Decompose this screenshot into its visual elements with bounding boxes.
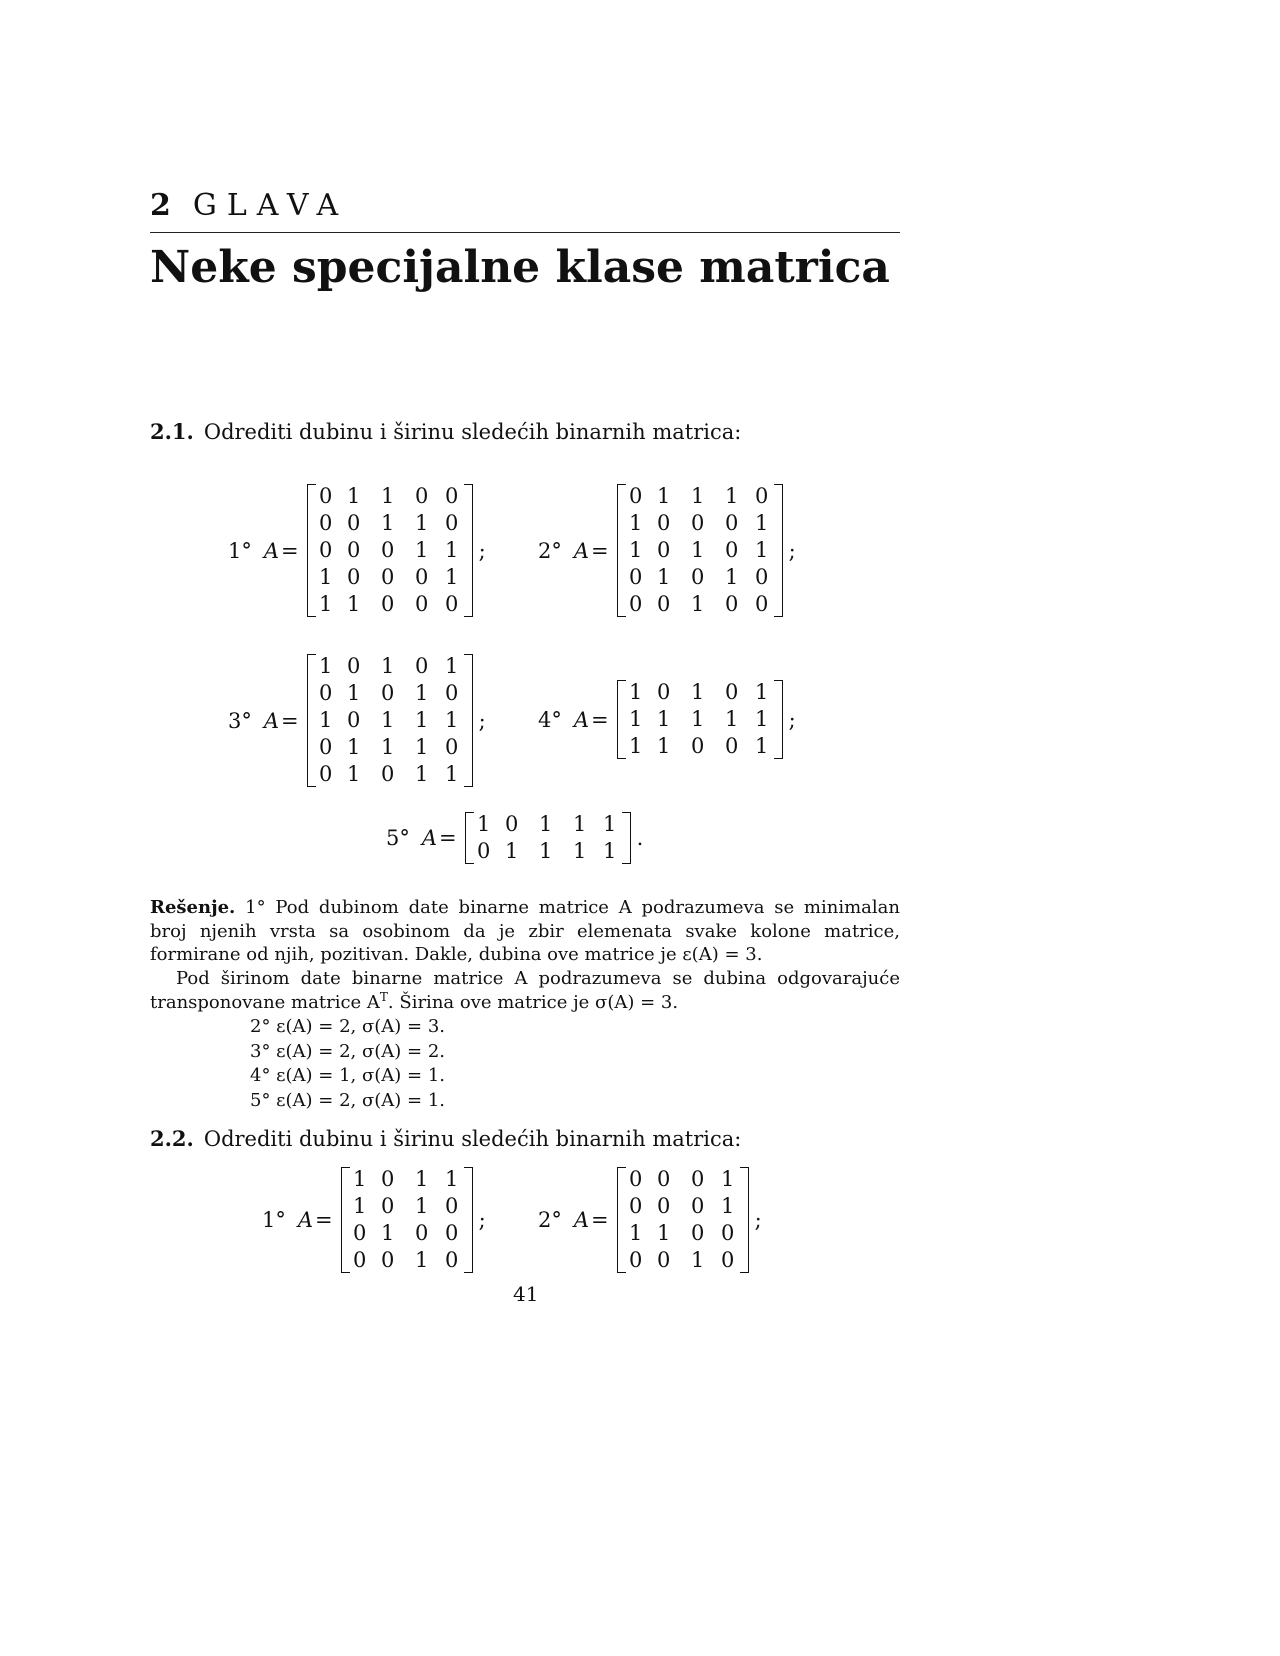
equals-sign: = xyxy=(439,826,457,850)
matrix-cell: 1 xyxy=(380,1221,395,1245)
matrix xyxy=(617,483,783,618)
matrix-row xyxy=(349,1247,465,1274)
matrix-cell: 0 xyxy=(754,484,769,508)
matrix-cell: 1 xyxy=(318,654,333,678)
problem-text: Odrediti dubinu i širinu sledećih binarnih matrica: xyxy=(203,420,742,444)
matrix-cell: 0 xyxy=(346,511,361,535)
punctuation: . xyxy=(636,826,644,850)
matrix-row xyxy=(315,734,465,761)
punctuation: ; xyxy=(754,1208,762,1232)
matrix-cell: 0 xyxy=(414,1221,429,1245)
matrix-cell: 1 xyxy=(444,538,459,562)
matrix-cell: 1 xyxy=(690,592,705,616)
equals-sign: = xyxy=(591,538,609,563)
result-line: 4° ε(A) = 1, σ(A) = 1. xyxy=(250,1065,445,1086)
matrix-cell: 0 xyxy=(380,1248,395,1272)
matrix-row xyxy=(315,761,465,788)
matrix-cell: 1 xyxy=(720,1167,735,1191)
matrix-cell: 0 xyxy=(380,565,395,589)
matrix-row xyxy=(315,483,465,510)
matrix xyxy=(341,1166,473,1274)
matrix-cell: 0 xyxy=(690,1221,705,1245)
matrix-equation xyxy=(228,653,486,788)
matrix-cell: 0 xyxy=(318,681,333,705)
matrix-cell: 0 xyxy=(754,592,769,616)
solution-text-1: 1° Pod dubinom date binarne matrice A podrazumeva se minimalan broj njenih vrsta sa osobinom da je zbir elemenata svake kolone matrice, formirane od njih, pozitivan. Dakle, dubina ove matrice je ε(A) = 3. xyxy=(150,897,900,965)
matrix-cell: 1 xyxy=(380,511,395,535)
matrix-cell: 0 xyxy=(380,681,395,705)
matrix xyxy=(617,1166,749,1274)
matrix-cell: 0 xyxy=(690,1167,705,1191)
solution-paragraph-1 xyxy=(150,896,900,967)
matrix-cell: 1 xyxy=(724,484,739,508)
matrix xyxy=(307,483,473,618)
item-label: 1° xyxy=(262,1208,286,1232)
result-line: 5° ε(A) = 2, σ(A) = 1. xyxy=(250,1089,445,1111)
matrix-cell: 1 xyxy=(628,1221,643,1245)
matrix-row xyxy=(315,510,465,537)
matrix-cell: 1 xyxy=(346,484,361,508)
matrix-row xyxy=(625,564,775,591)
matrix-row xyxy=(625,679,775,706)
matrix-row xyxy=(625,733,775,760)
matrix-cell: 0 xyxy=(346,538,361,562)
matrix-cell: 0 xyxy=(628,1167,643,1191)
solution-results xyxy=(250,1015,445,1113)
matrix-cell: 1 xyxy=(414,735,429,759)
matrix-cell: 0 xyxy=(656,511,671,535)
matrix-cell: 0 xyxy=(318,762,333,786)
matrix-row xyxy=(315,653,465,680)
item-label: 2° xyxy=(538,538,562,563)
matrix-symbol: A xyxy=(297,1208,314,1232)
matrix-cell: 1 xyxy=(444,1167,459,1191)
matrix-equation xyxy=(228,483,486,618)
matrix-cell: 0 xyxy=(352,1221,367,1245)
matrix-cell: 1 xyxy=(628,538,643,562)
matrix-cell: 1 xyxy=(602,812,617,836)
matrix-cell: 0 xyxy=(346,708,361,732)
matrix-cell: 0 xyxy=(380,762,395,786)
equals-sign: = xyxy=(591,707,609,732)
matrix-cell: 0 xyxy=(690,1194,705,1218)
matrix-cell: 0 xyxy=(628,1248,643,1272)
matrix-cell: 0 xyxy=(690,565,705,589)
punctuation: ; xyxy=(478,538,486,563)
matrix-cell: 1 xyxy=(414,511,429,535)
page-number: 41 xyxy=(513,1282,539,1306)
matrix-cell: 1 xyxy=(444,762,459,786)
matrix-cell: 0 xyxy=(444,1248,459,1272)
matrix-cell: 1 xyxy=(690,707,705,731)
matrix-symbol: A xyxy=(263,538,280,563)
matrix-cell: 1 xyxy=(318,708,333,732)
equals-sign: = xyxy=(281,708,299,733)
matrix-row xyxy=(315,680,465,707)
matrix-cell: 0 xyxy=(724,538,739,562)
matrix-cell: 0 xyxy=(656,680,671,704)
matrix-cell: 1 xyxy=(572,839,587,863)
matrix-cell: 1 xyxy=(690,680,705,704)
matrix-cell: 1 xyxy=(602,839,617,863)
problem-2-2-statement xyxy=(150,1125,741,1153)
matrix-cell: 1 xyxy=(628,511,643,535)
matrix-cell: 1 xyxy=(504,839,519,863)
item-label: 3° xyxy=(228,708,252,733)
matrix-cell: 0 xyxy=(444,592,459,616)
matrix-cell: 1 xyxy=(318,592,333,616)
matrix-cell: 0 xyxy=(414,484,429,508)
matrix-cell: 1 xyxy=(318,565,333,589)
matrix-cell: 1 xyxy=(476,812,491,836)
item-label: 2° xyxy=(538,1208,562,1232)
result-line: 3° ε(A) = 2, σ(A) = 2. xyxy=(250,1040,445,1062)
matrix-cell: 0 xyxy=(414,592,429,616)
problem-number: 2.1. xyxy=(150,419,194,444)
problem-2-1-statement xyxy=(150,418,741,446)
equals-sign: = xyxy=(281,538,299,563)
matrix-cell: 0 xyxy=(380,538,395,562)
equals-sign: = xyxy=(315,1208,333,1232)
matrix-row xyxy=(625,591,775,618)
matrix-cell: 0 xyxy=(656,1248,671,1272)
matrix-row xyxy=(625,1220,741,1247)
matrix-cell: 1 xyxy=(724,565,739,589)
matrix-cell: 0 xyxy=(754,565,769,589)
matrix-cell: 1 xyxy=(538,812,553,836)
matrix-row xyxy=(349,1193,465,1220)
matrix-cell: 1 xyxy=(380,654,395,678)
matrix-cell: 0 xyxy=(444,511,459,535)
matrix-cell: 0 xyxy=(656,592,671,616)
matrix-row xyxy=(625,510,775,537)
result-line: 2° ε(A) = 2, σ(A) = 3. xyxy=(250,1016,445,1037)
punctuation: ; xyxy=(788,707,796,732)
matrix-cell: 0 xyxy=(504,812,519,836)
solution-paragraph-2 xyxy=(150,967,900,1014)
matrix-row xyxy=(349,1220,465,1247)
matrix-equation xyxy=(262,1166,486,1274)
matrix-row xyxy=(315,707,465,734)
equals-sign: = xyxy=(591,1208,609,1232)
matrix-cell: 1 xyxy=(352,1167,367,1191)
solution-heading: Rešenje. xyxy=(150,897,236,918)
chapter-word: GLAVA xyxy=(192,188,349,223)
matrix-cell: 0 xyxy=(476,839,491,863)
matrix-cell: 0 xyxy=(628,565,643,589)
matrix-cell: 0 xyxy=(380,1194,395,1218)
matrix-cell: 0 xyxy=(414,654,429,678)
chapter-number: 2 xyxy=(150,188,171,223)
matrix-cell: 0 xyxy=(414,565,429,589)
matrix-cell: 0 xyxy=(628,592,643,616)
item-label: 5° xyxy=(386,826,410,850)
matrix-cell: 1 xyxy=(346,592,361,616)
matrix-cell: 0 xyxy=(656,538,671,562)
matrix-cell: 1 xyxy=(414,762,429,786)
matrix-symbol: A xyxy=(573,707,590,732)
matrix-row xyxy=(625,537,775,564)
matrix-cell: 1 xyxy=(444,654,459,678)
matrix-cell: 0 xyxy=(318,484,333,508)
matrix-equation xyxy=(538,483,796,618)
matrix-cell: 0 xyxy=(318,538,333,562)
matrix-cell: 0 xyxy=(318,511,333,535)
punctuation: ; xyxy=(478,1208,486,1232)
matrix-cell: 0 xyxy=(444,1221,459,1245)
matrix-cell: 1 xyxy=(690,484,705,508)
matrix-cell: 1 xyxy=(656,734,671,758)
matrix-cell: 1 xyxy=(628,680,643,704)
matrix-row xyxy=(473,811,623,838)
matrix-cell: 1 xyxy=(414,681,429,705)
matrix-cell: 1 xyxy=(628,734,643,758)
matrix-cell: 0 xyxy=(346,654,361,678)
matrix-cell: 1 xyxy=(346,762,361,786)
matrix-cell: 1 xyxy=(572,812,587,836)
matrix-symbol: A xyxy=(421,826,438,850)
matrix-cell: 0 xyxy=(690,734,705,758)
matrix-symbol: A xyxy=(573,538,590,563)
matrix-row xyxy=(473,838,623,865)
problem-text: Odrediti dubinu i širinu sledećih binarnih matrica: xyxy=(203,1127,742,1151)
chapter-title: Neke specijalne klase matrica xyxy=(150,242,890,293)
transpose-superscript: T xyxy=(379,989,388,1004)
matrix-cell: 0 xyxy=(346,565,361,589)
matrix-cell: 0 xyxy=(690,511,705,535)
matrix-cell: 1 xyxy=(656,484,671,508)
matrix-cell: 0 xyxy=(628,1194,643,1218)
punctuation: ; xyxy=(788,538,796,563)
matrix-cell: 1 xyxy=(414,1194,429,1218)
punctuation: ; xyxy=(478,708,486,733)
matrix-cell: 1 xyxy=(380,484,395,508)
matrix-cell: 0 xyxy=(720,1248,735,1272)
matrix-cell: 1 xyxy=(444,565,459,589)
matrix-cell: 0 xyxy=(444,735,459,759)
matrix-equation xyxy=(386,811,643,865)
matrix-cell: 1 xyxy=(346,735,361,759)
matrix-symbol: A xyxy=(573,1208,590,1232)
matrix-row xyxy=(315,564,465,591)
matrix-cell: 1 xyxy=(754,680,769,704)
matrix-cell: 0 xyxy=(724,511,739,535)
item-label: 4° xyxy=(538,707,562,732)
matrix-cell: 1 xyxy=(346,681,361,705)
chapter-rule xyxy=(150,232,900,233)
matrix-cell: 1 xyxy=(656,1221,671,1245)
matrix-cell: 0 xyxy=(724,734,739,758)
matrix-cell: 1 xyxy=(414,1167,429,1191)
matrix-equation xyxy=(538,1166,762,1274)
matrix-cell: 1 xyxy=(380,735,395,759)
matrix xyxy=(465,811,631,865)
matrix-cell: 0 xyxy=(444,1194,459,1218)
matrix-cell: 1 xyxy=(754,511,769,535)
matrix-cell: 0 xyxy=(380,592,395,616)
matrix-row xyxy=(315,591,465,618)
matrix-cell: 1 xyxy=(444,708,459,732)
matrix-cell: 1 xyxy=(720,1194,735,1218)
matrix-row xyxy=(625,1166,741,1193)
matrix-cell: 1 xyxy=(380,708,395,732)
matrix-cell: 1 xyxy=(656,565,671,589)
matrix-cell: 0 xyxy=(656,1167,671,1191)
matrix-cell: 1 xyxy=(628,707,643,731)
matrix-cell: 0 xyxy=(656,1194,671,1218)
matrix-cell: 1 xyxy=(656,707,671,731)
matrix-equation xyxy=(538,679,796,760)
solution-text-2b: . Širina ove matrice je σ(A) = 3. xyxy=(387,991,679,1013)
matrix-cell: 1 xyxy=(754,734,769,758)
matrix-row xyxy=(625,483,775,510)
matrix-cell: 1 xyxy=(414,538,429,562)
matrix-cell: 1 xyxy=(414,708,429,732)
matrix-row xyxy=(625,1193,741,1220)
chapter-heading xyxy=(150,188,900,224)
matrix-cell: 0 xyxy=(352,1248,367,1272)
matrix-cell: 0 xyxy=(628,484,643,508)
matrix-cell: 0 xyxy=(318,735,333,759)
matrix-cell: 0 xyxy=(724,680,739,704)
matrix-cell: 0 xyxy=(380,1167,395,1191)
matrix xyxy=(307,653,473,788)
matrix-cell: 1 xyxy=(414,1248,429,1272)
matrix-cell: 1 xyxy=(754,538,769,562)
problem-number: 2.2. xyxy=(150,1126,194,1151)
matrix-row xyxy=(349,1166,465,1193)
matrix-cell: 1 xyxy=(690,1248,705,1272)
matrix-cell: 1 xyxy=(724,707,739,731)
matrix-cell: 1 xyxy=(690,538,705,562)
matrix xyxy=(617,679,783,760)
matrix-cell: 1 xyxy=(352,1194,367,1218)
matrix-cell: 0 xyxy=(720,1221,735,1245)
matrix-row xyxy=(625,706,775,733)
matrix-cell: 1 xyxy=(538,839,553,863)
matrix-cell: 0 xyxy=(724,592,739,616)
solution-text-2a: Pod širinom date binarne matrice A podrazumeva se dubina odgovarajuće transponovane matrice A xyxy=(150,968,900,1013)
matrix-symbol: A xyxy=(263,708,280,733)
matrix-cell: 0 xyxy=(444,484,459,508)
matrix-row xyxy=(625,1247,741,1274)
item-label: 1° xyxy=(228,538,252,563)
matrix-cell: 1 xyxy=(754,707,769,731)
matrix-cell: 0 xyxy=(444,681,459,705)
matrix-row xyxy=(315,537,465,564)
